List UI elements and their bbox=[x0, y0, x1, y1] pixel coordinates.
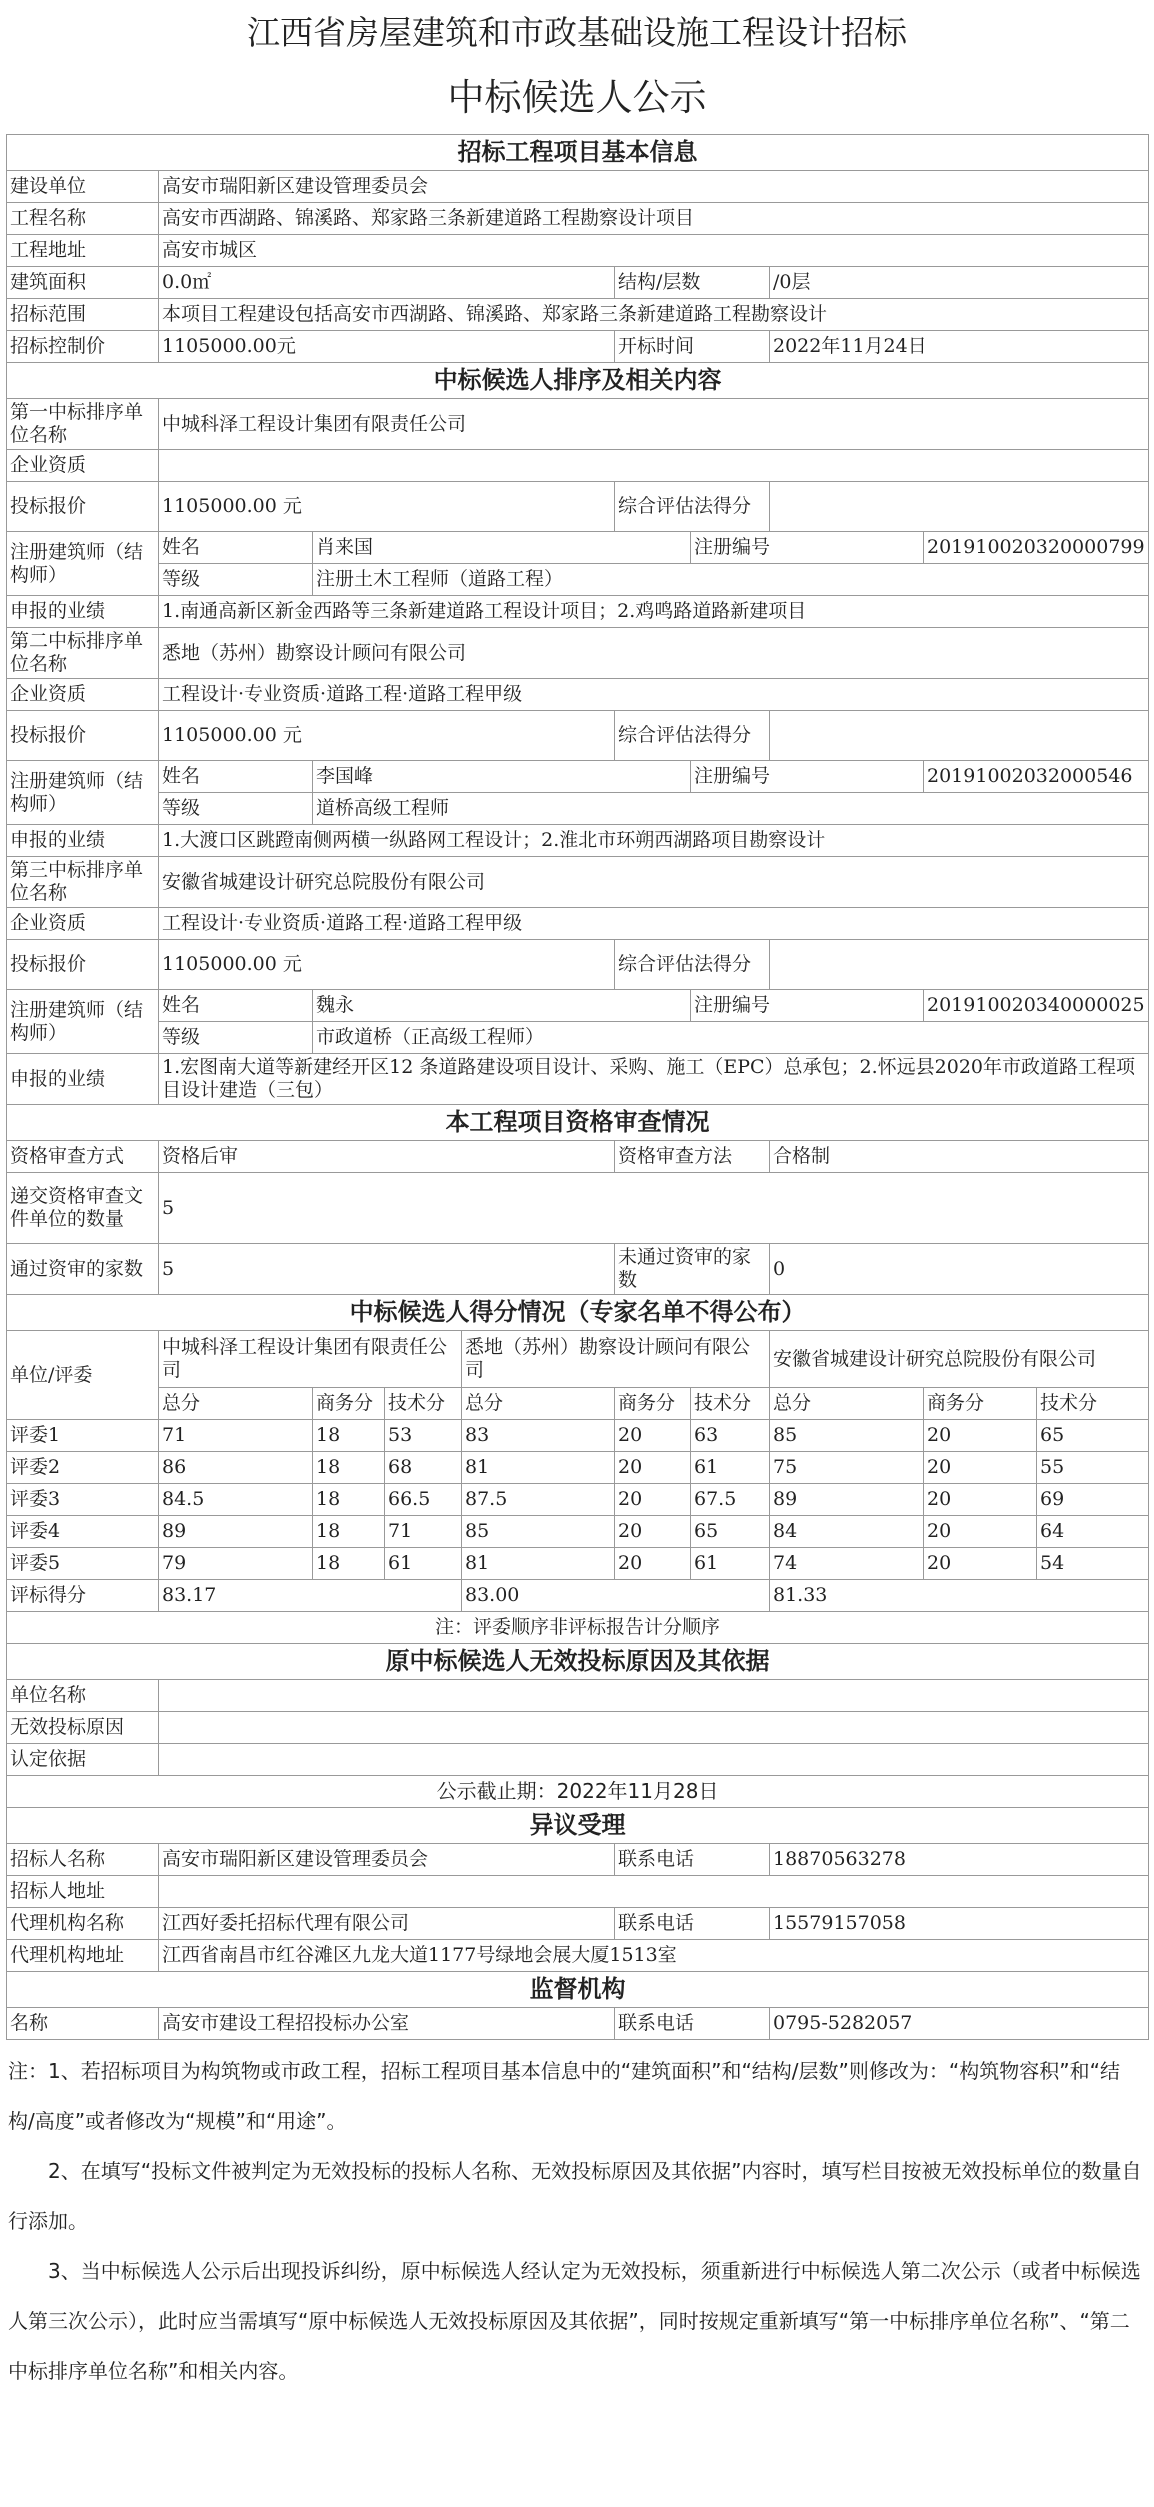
score-cell: 18 bbox=[313, 1548, 385, 1580]
score-cell: 81 bbox=[462, 1548, 615, 1580]
row-candidate1-engineer bbox=[7, 532, 1149, 564]
label-area: 建筑面积 bbox=[7, 267, 159, 299]
section-review: 本工程项目资格审查情况 bbox=[7, 1105, 1149, 1141]
value-candidate3-perf: 1.宏图南大道等新建经开区12 条道路建设项目设计、采购、施工（EPC）总承包；2.怀远县2020年市政道路工程项目设计建造（三包） bbox=[159, 1054, 1149, 1105]
row-review-passed bbox=[7, 1244, 1149, 1295]
label-candidate2-rank: 第二中标排序单位名称 bbox=[7, 628, 159, 679]
subheader-tech: 技术分 bbox=[691, 1388, 770, 1420]
label-review-method: 资格审查方法 bbox=[615, 1141, 770, 1173]
score-cell: 20 bbox=[924, 1516, 1037, 1548]
row-scope bbox=[7, 299, 1149, 331]
label-candidate2-person: 姓名 bbox=[159, 761, 313, 793]
row-candidate2-company bbox=[7, 628, 1149, 679]
score-cell: 84.5 bbox=[159, 1484, 313, 1516]
score-cell: 85 bbox=[462, 1516, 615, 1548]
score-cell: 81 bbox=[462, 1452, 615, 1484]
score-cell: 89 bbox=[770, 1484, 924, 1516]
table-row bbox=[7, 1420, 1149, 1452]
row-candidate1-bid bbox=[7, 482, 1149, 532]
scores-company-3: 安徽省城建设计研究总院股份有限公司 bbox=[770, 1331, 1149, 1388]
judge-label: 评委1 bbox=[7, 1420, 159, 1452]
score-cell: 71 bbox=[159, 1420, 313, 1452]
score-cell: 65 bbox=[691, 1516, 770, 1548]
row-invalid-reason bbox=[7, 1712, 1149, 1744]
notice-deadline: 公示截止期：2022年11月28日 bbox=[7, 1776, 1149, 1808]
scores-company-1: 中城科泽工程设计集团有限责任公司 bbox=[159, 1331, 462, 1388]
value-bidder-phone: 18870563278 bbox=[770, 1844, 1149, 1876]
final-score-3: 81.33 bbox=[770, 1580, 1149, 1612]
value-candidate1-score bbox=[770, 482, 1149, 532]
value-owner: 高安市瑞阳新区建设管理委员会 bbox=[159, 171, 1149, 203]
label-candidate1-qual: 企业资质 bbox=[7, 450, 159, 482]
value-agent-address: 江西省南昌市红谷滩区九龙大道1177号绿地会展大厦1513室 bbox=[159, 1940, 1149, 1972]
scores-company-2: 悉地（苏州）勘察设计顾问有限公司 bbox=[462, 1331, 770, 1388]
row-candidate1-level bbox=[7, 564, 1149, 596]
value-candidate2-company: 悉地（苏州）勘察设计顾问有限公司 bbox=[159, 628, 1149, 679]
document-subtitle: 中标候选人公示 bbox=[447, 76, 707, 119]
label-agent-address: 代理机构地址 bbox=[7, 1940, 159, 1972]
score-cell: 75 bbox=[770, 1452, 924, 1484]
label-candidate3-engineer: 注册建筑师（结构师） bbox=[7, 990, 159, 1054]
label-candidate1-perf: 申报的业绩 bbox=[7, 596, 159, 628]
section-invalid: 原中标候选人无效投标原因及其依据 bbox=[7, 1644, 1149, 1680]
value-review-mode: 资格后审 bbox=[159, 1141, 615, 1173]
table-row bbox=[7, 1548, 1149, 1580]
value-candidate3-company: 安徽省城建设计研究总院股份有限公司 bbox=[159, 857, 1149, 908]
value-candidate2-qual: 工程设计·专业资质·道路工程·道路工程甲级 bbox=[159, 679, 1149, 711]
label-candidate1-person: 姓名 bbox=[159, 532, 313, 564]
label-candidate1-reg: 注册编号 bbox=[691, 532, 924, 564]
row-candidate3-bid bbox=[7, 940, 1149, 990]
label-candidate3-rank: 第三中标排序单位名称 bbox=[7, 857, 159, 908]
label-candidate1-bid: 投标报价 bbox=[7, 482, 159, 532]
label-supervision-name: 名称 bbox=[7, 2008, 159, 2040]
label-review-mode: 资格审查方式 bbox=[7, 1141, 159, 1173]
row-invalid-unit bbox=[7, 1680, 1149, 1712]
value-candidate1-bid: 1105000.00 元 bbox=[159, 482, 615, 532]
table-row bbox=[7, 1452, 1149, 1484]
score-cell: 54 bbox=[1037, 1548, 1149, 1580]
score-cell: 20 bbox=[924, 1420, 1037, 1452]
score-cell: 74 bbox=[770, 1548, 924, 1580]
score-cell: 85 bbox=[770, 1420, 924, 1452]
value-control-price: 1105000.00元 bbox=[159, 331, 615, 363]
row-candidate2-bid bbox=[7, 711, 1149, 761]
label-candidate1-level: 等级 bbox=[159, 564, 313, 596]
score-cell: 86 bbox=[159, 1452, 313, 1484]
label-bidder-address: 招标人地址 bbox=[7, 1876, 159, 1908]
value-floors: /0层 bbox=[770, 267, 1149, 299]
label-candidate3-perf: 申报的业绩 bbox=[7, 1054, 159, 1105]
judge-label: 评委3 bbox=[7, 1484, 159, 1516]
value-candidate2-bid: 1105000.00 元 bbox=[159, 711, 615, 761]
value-candidate3-level: 市政道桥（正高级工程师） bbox=[313, 1022, 1149, 1054]
value-review-passed: 5 bbox=[159, 1244, 615, 1295]
value-open-time: 2022年11月24日 bbox=[770, 331, 1149, 363]
section-scores: 中标候选人得分情况（专家名单不得公布） bbox=[7, 1295, 1149, 1331]
score-cell: 71 bbox=[385, 1516, 462, 1548]
row-invalid-basis bbox=[7, 1744, 1149, 1776]
row-candidate1-qual bbox=[7, 450, 1149, 482]
judge-label: 评委5 bbox=[7, 1548, 159, 1580]
footnotes bbox=[6, 2040, 1148, 2396]
row-candidate2-level bbox=[7, 793, 1149, 825]
value-review-failed: 0 bbox=[770, 1244, 1149, 1295]
score-cell: 20 bbox=[615, 1420, 691, 1452]
value-address: 高安市城区 bbox=[159, 235, 1149, 267]
score-cell: 79 bbox=[159, 1548, 313, 1580]
row-candidate3-engineer bbox=[7, 990, 1149, 1022]
subheader-total: 总分 bbox=[770, 1388, 924, 1420]
label-candidate1-rank: 第一中标排序单位名称 bbox=[7, 399, 159, 450]
row-address bbox=[7, 235, 1149, 267]
judge-label: 评委4 bbox=[7, 1516, 159, 1548]
label-candidate3-person: 姓名 bbox=[159, 990, 313, 1022]
final-score-2: 83.00 bbox=[462, 1580, 770, 1612]
value-scope: 本项目工程建设包括高安市西湖路、锦溪路、郑家路三条新建道路工程勘察设计 bbox=[159, 299, 1149, 331]
table-row bbox=[7, 1484, 1149, 1516]
row-candidate3-perf bbox=[7, 1054, 1149, 1105]
row-scores-subheaders bbox=[7, 1388, 1149, 1420]
label-invalid-reason: 无效投标原因 bbox=[7, 1712, 159, 1744]
value-candidate1-level: 注册土木工程师（道路工程） bbox=[313, 564, 1149, 596]
value-agent-phone: 15579157058 bbox=[770, 1908, 1149, 1940]
label-candidate2-bid: 投标报价 bbox=[7, 711, 159, 761]
label-invalid-basis: 认定依据 bbox=[7, 1744, 159, 1776]
row-review-submitted bbox=[7, 1173, 1149, 1244]
label-open-time: 开标时间 bbox=[615, 331, 770, 363]
value-candidate2-person: 李国峰 bbox=[313, 761, 691, 793]
score-cell: 66.5 bbox=[385, 1484, 462, 1516]
footnote-2: 2、在填写“投标文件被判定为无效投标的投标人名称、无效投标原因及其依据”内容时，填写栏目按被无效投标单位的数量自行添加。 bbox=[8, 2159, 1142, 2233]
value-candidate1-company: 中城科泽工程设计集团有限责任公司 bbox=[159, 399, 1149, 450]
score-cell: 89 bbox=[159, 1516, 313, 1548]
label-review-failed: 未通过资审的家数 bbox=[615, 1244, 770, 1295]
score-cell: 84 bbox=[770, 1516, 924, 1548]
label-owner: 建设单位 bbox=[7, 171, 159, 203]
value-agent: 江西好委托招标代理有限公司 bbox=[159, 1908, 615, 1940]
row-candidate2-perf bbox=[7, 825, 1149, 857]
value-review-method: 合格制 bbox=[770, 1141, 1149, 1173]
score-cell: 63 bbox=[691, 1420, 770, 1452]
value-invalid-basis bbox=[159, 1744, 1149, 1776]
label-control-price: 招标控制价 bbox=[7, 331, 159, 363]
label-bidder: 招标人名称 bbox=[7, 1844, 159, 1876]
value-candidate1-person: 肖来国 bbox=[313, 532, 691, 564]
score-cell: 83 bbox=[462, 1420, 615, 1452]
row-scores-note bbox=[7, 1612, 1149, 1644]
label-bidder-phone: 联系电话 bbox=[615, 1844, 770, 1876]
score-cell: 18 bbox=[313, 1452, 385, 1484]
label-agent: 代理机构名称 bbox=[7, 1908, 159, 1940]
value-candidate2-level: 道桥高级工程师 bbox=[313, 793, 1149, 825]
label-candidate3-reg: 注册编号 bbox=[691, 990, 924, 1022]
value-candidate3-bid: 1105000.00 元 bbox=[159, 940, 615, 990]
row-scores-companies bbox=[7, 1331, 1149, 1388]
score-cell: 65 bbox=[1037, 1420, 1149, 1452]
row-candidate3-company bbox=[7, 857, 1149, 908]
document-title: 江西省房屋建筑和市政基础设施工程设计招标 bbox=[247, 13, 907, 52]
value-candidate1-reg: 201910020320000799 bbox=[924, 532, 1149, 564]
score-cell: 87.5 bbox=[462, 1484, 615, 1516]
value-candidate3-qual: 工程设计·专业资质·道路工程·道路工程甲级 bbox=[159, 908, 1149, 940]
value-candidate2-reg: 20191002032000546 bbox=[924, 761, 1149, 793]
score-cell: 20 bbox=[615, 1548, 691, 1580]
score-cell: 20 bbox=[924, 1452, 1037, 1484]
value-candidate3-person: 魏永 bbox=[313, 990, 691, 1022]
label-candidate1-engineer: 注册建筑师（结构师） bbox=[7, 532, 159, 596]
score-cell: 67.5 bbox=[691, 1484, 770, 1516]
value-bidder-address bbox=[159, 1876, 1149, 1908]
label-review-submitted: 递交资格审查文件单位的数量 bbox=[7, 1173, 159, 1244]
label-candidate2-perf: 申报的业绩 bbox=[7, 825, 159, 857]
value-candidate2-perf: 1.大渡口区跳蹬南侧两横一纵路网工程设计；2.淮北市环朔西湖路项目勘察设计 bbox=[159, 825, 1149, 857]
value-candidate1-qual bbox=[159, 450, 1149, 482]
label-candidate3-qual: 企业资质 bbox=[7, 908, 159, 940]
row-candidate3-qual bbox=[7, 908, 1149, 940]
score-cell: 69 bbox=[1037, 1484, 1149, 1516]
score-cell: 20 bbox=[924, 1548, 1037, 1580]
row-project-name bbox=[7, 203, 1149, 235]
value-candidate1-perf: 1.南通高新区新金西路等三条新建道路工程设计项目；2.鸡鸣路道路新建项目 bbox=[159, 596, 1149, 628]
subheader-tech: 技术分 bbox=[1037, 1388, 1149, 1420]
section-ranking: 中标候选人排序及相关内容 bbox=[7, 363, 1149, 399]
label-candidate2-level: 等级 bbox=[159, 793, 313, 825]
label-candidate2-score: 综合评估法得分 bbox=[615, 711, 770, 761]
row-candidate2-qual bbox=[7, 679, 1149, 711]
value-candidate2-score bbox=[770, 711, 1149, 761]
score-cell: 18 bbox=[313, 1420, 385, 1452]
score-cell: 68 bbox=[385, 1452, 462, 1484]
label-candidate3-level: 等级 bbox=[159, 1022, 313, 1054]
score-cell: 53 bbox=[385, 1420, 462, 1452]
row-candidate3-level bbox=[7, 1022, 1149, 1054]
row-area bbox=[7, 267, 1149, 299]
footnote-3: 3、当中标候选人公示后出现投诉纠纷，原中标候选人经认定为无效投标，须重新进行中标候选人第二次公示（或者中标候选人第三次公示），此时应当需填写“原中标候选人无效投标原因及其依据”，同时按规定重新填写“第一中标排序单位名称”、“第二中标排序单位名称”和相关内容。 bbox=[8, 2259, 1141, 2383]
subheader-business: 商务分 bbox=[615, 1388, 691, 1420]
value-candidate3-reg: 201910020340000025 bbox=[924, 990, 1149, 1022]
score-cell: 64 bbox=[1037, 1516, 1149, 1548]
score-cell: 20 bbox=[615, 1452, 691, 1484]
announcement-table bbox=[6, 134, 1149, 2040]
label-supervision-phone: 联系电话 bbox=[615, 2008, 770, 2040]
row-review-mode bbox=[7, 1141, 1149, 1173]
label-project-name: 工程名称 bbox=[7, 203, 159, 235]
row-owner bbox=[7, 171, 1149, 203]
row-agent bbox=[7, 1908, 1149, 1940]
label-scores-unit: 单位/评委 bbox=[7, 1331, 159, 1420]
section-basic-info: 招标工程项目基本信息 bbox=[7, 135, 1149, 171]
label-address: 工程地址 bbox=[7, 235, 159, 267]
value-area: 0.0㎡ bbox=[159, 267, 615, 299]
row-final-scores bbox=[7, 1580, 1149, 1612]
subheader-tech: 技术分 bbox=[385, 1388, 462, 1420]
label-scope: 招标范围 bbox=[7, 299, 159, 331]
label-candidate2-qual: 企业资质 bbox=[7, 679, 159, 711]
label-final-score: 评标得分 bbox=[7, 1580, 159, 1612]
label-invalid-unit: 单位名称 bbox=[7, 1680, 159, 1712]
row-candidate2-engineer bbox=[7, 761, 1149, 793]
label-review-passed: 通过资审的家数 bbox=[7, 1244, 159, 1295]
row-candidate1-company bbox=[7, 399, 1149, 450]
value-review-submitted: 5 bbox=[159, 1173, 1149, 1244]
subheader-business: 商务分 bbox=[313, 1388, 385, 1420]
row-agent-address bbox=[7, 1940, 1149, 1972]
label-candidate2-reg: 注册编号 bbox=[691, 761, 924, 793]
row-control-price bbox=[7, 331, 1149, 363]
subheader-business: 商务分 bbox=[924, 1388, 1037, 1420]
score-cell: 18 bbox=[313, 1516, 385, 1548]
label-agent-phone: 联系电话 bbox=[615, 1908, 770, 1940]
score-cell: 61 bbox=[385, 1548, 462, 1580]
score-cell: 61 bbox=[691, 1452, 770, 1484]
table-row bbox=[7, 1516, 1149, 1548]
section-objection: 异议受理 bbox=[7, 1808, 1149, 1844]
label-candidate3-bid: 投标报价 bbox=[7, 940, 159, 990]
row-supervision bbox=[7, 2008, 1149, 2040]
value-supervision-phone: 0795-5282057 bbox=[770, 2008, 1149, 2040]
value-invalid-reason bbox=[159, 1712, 1149, 1744]
label-candidate2-engineer: 注册建筑师（结构师） bbox=[7, 761, 159, 825]
value-invalid-unit bbox=[159, 1680, 1149, 1712]
section-supervision: 监督机构 bbox=[7, 1972, 1149, 2008]
row-bidder-address bbox=[7, 1876, 1149, 1908]
final-score-1: 83.17 bbox=[159, 1580, 462, 1612]
score-cell: 20 bbox=[615, 1484, 691, 1516]
value-bidder: 高安市瑞阳新区建设管理委员会 bbox=[159, 1844, 615, 1876]
row-bidder bbox=[7, 1844, 1149, 1876]
subheader-total: 总分 bbox=[462, 1388, 615, 1420]
scores-note: 注：评委顺序非评标报告计分顺序 bbox=[7, 1612, 1149, 1644]
value-project-name: 高安市西湖路、锦溪路、郑家路三条新建道路工程勘察设计项目 bbox=[159, 203, 1149, 235]
score-cell: 18 bbox=[313, 1484, 385, 1516]
row-deadline bbox=[7, 1776, 1149, 1808]
judge-label: 评委2 bbox=[7, 1452, 159, 1484]
subheader-total: 总分 bbox=[159, 1388, 313, 1420]
score-cell: 20 bbox=[615, 1516, 691, 1548]
label-floors: 结构/层数 bbox=[615, 267, 770, 299]
score-cell: 20 bbox=[924, 1484, 1037, 1516]
value-candidate3-score bbox=[770, 940, 1149, 990]
score-cell: 61 bbox=[691, 1548, 770, 1580]
footnote-1: 注：1、若招标项目为构筑物或市政工程，招标工程项目基本信息中的“建筑面积”和“结构/层数”则修改为：“构筑物容积”和“结构/高度”或者修改为“规模”和“用途”。 bbox=[8, 2059, 1120, 2133]
label-candidate3-score: 综合评估法得分 bbox=[615, 940, 770, 990]
score-cell: 55 bbox=[1037, 1452, 1149, 1484]
row-candidate1-perf bbox=[7, 596, 1149, 628]
value-supervision-name: 高安市建设工程招投标办公室 bbox=[159, 2008, 615, 2040]
label-candidate1-score: 综合评估法得分 bbox=[615, 482, 770, 532]
